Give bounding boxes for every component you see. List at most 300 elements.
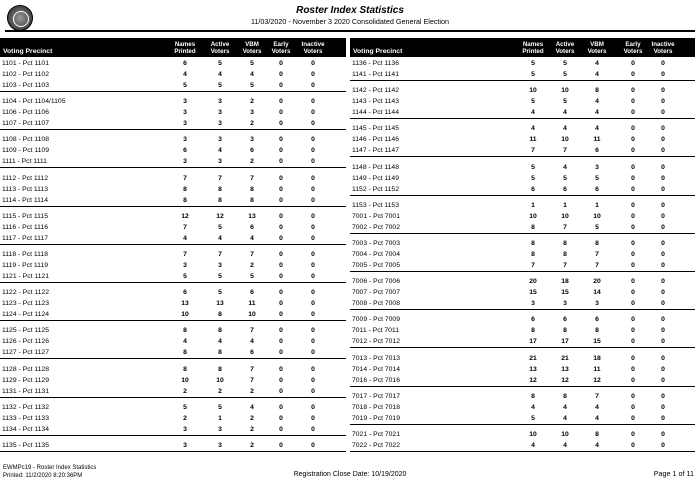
precinct-group [0,287,346,321]
precinct-name: 1111 - Pct 1111 [2,158,47,166]
active-value: 4 [218,147,222,155]
vbm-value: 4 [595,71,599,78]
precinct-name: 7017 - Pct 7017 [352,392,400,400]
precinct-name: 1145 - Pct 1145 [352,125,399,133]
early-value: 0 [279,60,283,67]
names-value: 4 [183,338,187,346]
names-value: 21 [529,354,537,362]
inactive-value: 0 [311,158,315,166]
early-value: 0 [279,289,283,297]
precinct-name: 7016 - Pct 7016 [352,376,400,384]
early-value: 0 [631,60,635,67]
early-value: 0 [279,185,283,193]
precinct-name: 1113 - Pct 1113 [2,185,48,193]
inactive-value: 0 [311,71,315,78]
vbm-value: 2 [250,414,254,422]
inactive-value: 0 [661,98,665,106]
table-row [350,314,695,325]
precinct-name: 7005 - Pct 7005 [352,262,400,269]
inactive-value: 0 [661,262,665,269]
active-value: 18 [561,278,569,286]
active-value: 15 [561,289,569,297]
vbm-value: 2 [250,158,254,166]
header-early: Early Voters [271,41,291,55]
precinct-name: 1134 - Pct 1134 [2,425,49,433]
table-row [350,173,695,184]
header-early: Early Voters [623,41,643,55]
names-value: 13 [529,365,537,373]
vbm-value: 8 [595,327,599,335]
early-value: 0 [279,234,283,242]
table-row [0,386,346,397]
inactive-value: 0 [661,414,665,422]
vbm-value: 5 [250,82,254,89]
vbm-value: 4 [250,338,254,346]
report-title: Roster Index Statistics [296,5,404,16]
precinct-name: 1149 - Pct 1149 [352,174,399,182]
table-row [0,287,346,298]
early-value: 0 [631,71,635,78]
precinct-group [0,364,346,398]
names-value: 8 [183,196,187,204]
active-value: 7 [563,223,567,231]
early-value: 0 [279,251,283,258]
table-row [0,249,346,260]
left-column-header [0,38,346,57]
table-row [350,134,695,145]
early-value: 0 [279,442,283,449]
names-value: 8 [531,240,535,247]
vbm-value: 4 [250,403,254,411]
precinct-name: 1124 - Pct 1124 [2,311,49,319]
active-value: 3 [218,262,222,269]
active-value: 4 [563,125,567,133]
vbm-value: 6 [250,147,254,155]
active-value: 3 [218,109,222,117]
early-value: 0 [279,376,283,384]
early-value: 0 [279,196,283,204]
precinct-name: 1152 - Pct 1152 [352,185,399,193]
precinct-group [350,238,695,272]
active-value: 12 [216,212,224,220]
early-value: 0 [631,316,635,324]
table-row [350,287,695,298]
active-value: 3 [563,300,567,308]
vbm-value: 7 [250,376,254,384]
names-value: 10 [529,87,537,95]
inactive-value: 0 [311,136,315,144]
names-value: 5 [531,71,535,78]
precinct-group [350,353,695,387]
names-value: 12 [529,376,537,384]
early-value: 0 [279,147,283,155]
precinct-name: 7022 - Pct 7022 [352,442,400,449]
names-value: 17 [529,338,537,346]
vbm-value: 5 [250,60,254,67]
early-value: 0 [631,174,635,182]
vbm-value: 4 [595,125,599,133]
names-value: 7 [183,251,187,258]
vbm-value: 10 [248,311,256,319]
names-value: 6 [183,60,187,67]
names-value: 12 [181,212,189,220]
active-value: 5 [218,82,222,89]
vbm-value: 6 [595,316,599,324]
vbm-value: 8 [250,185,254,193]
inactive-value: 0 [661,403,665,411]
table-row [350,184,695,195]
early-value: 0 [631,376,635,384]
active-value: 3 [218,120,222,128]
active-value: 8 [563,392,567,400]
names-value: 5 [531,174,535,182]
table-row [0,424,346,435]
table-row [350,107,695,118]
vbm-value: 2 [250,262,254,269]
early-value: 0 [279,262,283,269]
names-value: 10 [529,431,537,438]
report-id: EWMPc19 - Roster Index Statistics [3,465,97,471]
active-value: 21 [561,354,569,362]
table-row [350,145,695,156]
active-value: 5 [563,174,567,182]
early-value: 0 [279,136,283,144]
table-row [0,222,346,233]
precinct-name: 1136 - Pct 1136 [352,60,399,67]
vbm-value: 4 [250,234,254,242]
precinct-name: 1119 - Pct 1119 [2,262,48,269]
inactive-value: 0 [311,442,315,449]
early-value: 0 [631,262,635,269]
active-value: 8 [563,327,567,335]
table-row [350,391,695,402]
early-value: 0 [279,414,283,422]
table-row [350,200,695,211]
table-row [0,375,346,386]
table-row [350,260,695,271]
precinct-group [350,314,695,348]
names-value: 4 [183,71,187,78]
precinct-group [0,249,346,283]
active-value: 5 [218,223,222,231]
vbm-value: 11 [593,365,601,373]
names-value: 11 [529,136,537,144]
table-row [350,123,695,134]
inactive-value: 0 [661,327,665,335]
precinct-name: 1123 - Pct 1123 [2,300,49,308]
vbm-value: 8 [250,196,254,204]
table-row [0,402,346,413]
precinct-name: 7021 - Pct 7021 [352,431,400,438]
table-row [350,375,695,386]
header-names: Names Printed [522,41,544,55]
inactive-value: 0 [661,240,665,247]
precinct-name: 1131 - Pct 1131 [2,387,49,395]
active-value: 2 [218,387,222,395]
precinct-name: 1115 - Pct 1115 [2,212,48,220]
names-value: 5 [531,414,535,422]
names-value: 6 [531,316,535,324]
early-value: 0 [631,98,635,106]
precinct-group [0,134,346,168]
active-value: 10 [216,376,224,384]
precinct-name: 7008 - Pct 7008 [352,300,400,308]
precinct-name: 7009 - Pct 7009 [352,316,400,324]
table-row [0,107,346,118]
early-value: 0 [631,442,635,449]
active-value: 5 [218,403,222,411]
vbm-value: 7 [595,251,599,258]
table-row [350,440,695,451]
header-voting-precinct: Voting Precinct [3,48,53,55]
names-value: 13 [181,300,189,308]
early-value: 0 [279,71,283,78]
precinct-name: 1126 - Pct 1126 [2,338,49,346]
names-value: 15 [529,289,537,297]
active-value: 10 [561,212,569,220]
table-row [350,238,695,249]
table-row [0,118,346,129]
precinct-name: 7006 - Pct 7006 [352,278,400,286]
precinct-name: 7011 - Pct 7011 [352,327,399,335]
early-value: 0 [279,425,283,433]
inactive-value: 0 [311,403,315,411]
names-value: 8 [531,223,535,231]
inactive-value: 0 [661,201,665,209]
table-row [350,413,695,424]
table-row [350,276,695,287]
early-value: 0 [631,365,635,373]
names-value: 2 [183,387,187,395]
names-value: 5 [183,403,187,411]
vbm-value: 7 [250,327,254,335]
active-value: 1 [563,201,567,209]
right-column-header [350,38,695,57]
early-value: 0 [279,300,283,308]
precinct-name: 7001 - Pct 7001 [352,212,400,220]
precinct-name: 7012 - Pct 7012 [352,338,400,346]
names-value: 2 [183,414,187,422]
active-value: 3 [218,158,222,166]
vbm-value: 4 [595,109,599,117]
precinct-name: 1107 - Pct 1107 [2,120,49,128]
early-value: 0 [631,87,635,95]
early-value: 0 [279,120,283,128]
vbm-value: 2 [250,442,254,449]
precinct-name: 1122 - Pct 1122 [2,289,49,297]
precinct-name: 1121 - Pct 1121 [2,273,49,280]
active-value: 12 [561,376,569,384]
table-row [0,347,346,358]
table-row [350,325,695,336]
precinct-name: 7003 - Pct 7003 [352,240,400,247]
printed-timestamp: Printed: 11/2/2020 8:20:36PM [3,473,83,479]
names-value: 8 [183,185,187,193]
early-value: 0 [631,109,635,117]
precinct-group [350,162,695,196]
active-value: 7 [218,251,222,258]
inactive-value: 0 [661,185,665,193]
table-row [350,58,695,69]
table-row [0,58,346,69]
active-value: 3 [218,98,222,106]
early-value: 0 [631,185,635,193]
vbm-value: 4 [595,60,599,67]
precinct-name: 1116 - Pct 1116 [2,223,48,231]
inactive-value: 0 [661,278,665,286]
vbm-value: 2 [250,120,254,128]
precinct-name: 1106 - Pct 1106 [2,109,49,117]
inactive-value: 0 [311,311,315,319]
early-value: 0 [631,289,635,297]
names-value: 3 [183,158,187,166]
names-value: 7 [183,174,187,182]
header-names: Names Printed [174,41,196,55]
precinct-name: 1109 - Pct 1109 [2,147,49,155]
early-value: 0 [631,392,635,400]
inactive-value: 0 [311,262,315,269]
inactive-value: 0 [661,338,665,346]
vbm-value: 3 [595,163,599,171]
vbm-value: 4 [595,98,599,106]
active-value: 8 [218,311,222,319]
inactive-value: 0 [311,109,315,117]
table-row [350,211,695,222]
early-value: 0 [631,278,635,286]
names-value: 8 [183,365,187,373]
names-value: 8 [531,392,535,400]
active-value: 4 [563,109,567,117]
inactive-value: 0 [661,376,665,384]
active-value: 4 [563,163,567,171]
vbm-value: 6 [595,147,599,155]
early-value: 0 [279,338,283,346]
active-value: 4 [218,338,222,346]
table-row [0,413,346,424]
early-value: 0 [279,82,283,89]
inactive-value: 0 [661,365,665,373]
names-value: 4 [531,442,535,449]
precinct-name: 1146 - Pct 1146 [352,136,399,144]
table-row [0,309,346,320]
table-row [0,298,346,309]
precinct-group [0,325,346,359]
early-value: 0 [631,327,635,335]
vbm-value: 2 [250,98,254,106]
vbm-value: 6 [250,223,254,231]
names-value: 3 [183,262,187,269]
active-value: 8 [563,240,567,247]
inactive-value: 0 [311,120,315,128]
precinct-group [350,58,695,81]
precinct-name: 1118 - Pct 1118 [2,251,48,258]
inactive-value: 0 [311,387,315,395]
names-value: 8 [531,327,535,335]
early-value: 0 [631,201,635,209]
active-value: 10 [561,431,569,438]
names-value: 3 [183,109,187,117]
vbm-value: 4 [595,403,599,411]
precinct-name: 1142 - Pct 1142 [352,87,399,95]
precinct-name: 7019 - Pct 7019 [352,414,400,422]
early-value: 0 [631,212,635,220]
early-value: 0 [631,163,635,171]
active-value: 8 [218,196,222,204]
early-value: 0 [279,327,283,335]
early-value: 0 [631,240,635,247]
inactive-value: 0 [661,442,665,449]
names-value: 5 [531,60,535,67]
active-value: 13 [216,300,224,308]
active-value: 5 [563,71,567,78]
inactive-value: 0 [311,82,315,89]
active-value: 3 [218,425,222,433]
active-value: 7 [563,262,567,269]
precinct-name: 1129 - Pct 1129 [2,376,49,384]
inactive-value: 0 [661,174,665,182]
inactive-value: 0 [661,87,665,95]
precinct-name: 1143 - Pct 1143 [352,98,399,106]
table-row [0,173,346,184]
early-value: 0 [279,311,283,319]
table-row [350,364,695,375]
precinct-name: 1147 - Pct 1147 [352,147,399,155]
inactive-value: 0 [311,196,315,204]
header-voting-precinct: Voting Precinct [353,48,403,55]
precinct-group [350,123,695,157]
active-value: 5 [218,60,222,67]
early-value: 0 [279,98,283,106]
precinct-name: 1135 - Pct 1135 [2,442,49,449]
early-value: 0 [631,223,635,231]
precinct-name: 1125 - Pct 1125 [2,327,49,335]
inactive-value: 0 [661,431,665,438]
early-value: 0 [631,354,635,362]
inactive-value: 0 [661,223,665,231]
early-value: 0 [279,349,283,357]
precinct-group [350,429,695,452]
early-value: 0 [631,431,635,438]
inactive-value: 0 [311,376,315,384]
vbm-value: 6 [250,349,254,357]
vbm-value: 5 [595,223,599,231]
early-value: 0 [279,273,283,280]
inactive-value: 0 [311,414,315,422]
precinct-name: 1103 - Pct 1103 [2,82,49,89]
vbm-value: 8 [595,431,599,438]
active-value: 5 [218,289,222,297]
precinct-name: 1132 - Pct 1132 [2,403,49,411]
precinct-group [0,58,346,92]
inactive-value: 0 [661,147,665,155]
early-value: 0 [279,158,283,166]
names-value: 3 [531,300,535,308]
precinct-name: 1148 - Pct 1148 [352,163,399,171]
early-value: 0 [279,174,283,182]
inactive-value: 0 [311,338,315,346]
inactive-value: 0 [311,223,315,231]
precinct-name: 7007 - Pct 7007 [352,289,400,297]
active-value: 3 [218,442,222,449]
precinct-name: 1101 - Pct 1101 [2,60,49,67]
active-value: 1 [218,414,222,422]
names-value: 4 [183,234,187,242]
precinct-name: 1112 - Pct 1112 [2,174,48,182]
names-value: 4 [531,109,535,117]
precinct-name: 1141 - Pct 1141 [352,71,399,78]
names-value: 3 [183,98,187,106]
vbm-value: 4 [250,71,254,78]
